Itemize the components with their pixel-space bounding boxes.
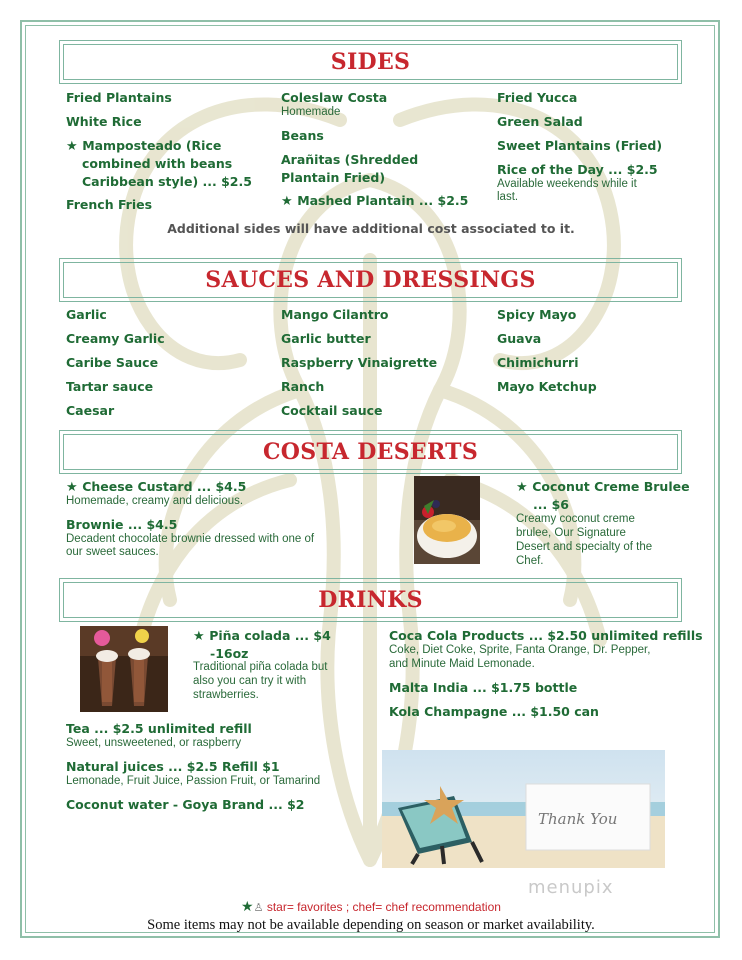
item-description: Lemonade, Fruit Juice, Passion Fruit, or Tamarind [66,775,321,787]
deserts-header [59,430,682,474]
footer-disclaimer: Some items may not be available depending on season or market availability. [147,917,595,933]
menu-item-line: Caribbean style) ... $2.5 [82,174,252,189]
item-description: Homemade [281,106,341,118]
desert-item: ★ Coconut Creme Brulee [516,479,690,495]
drink-item-line: -16oz [210,646,249,661]
star-icon: ★ [193,629,210,644]
sauce-item: Garlic [66,307,107,322]
star-icon: ★ [516,480,533,495]
item-description: Homemade, creamy and delicious. [66,495,244,507]
sauce-item: Ranch [281,379,325,394]
item-description: Coke, Diet Coke, Sprite, Fanta Orange, Dr. Pepper, [389,644,651,656]
menu-item: Fried Yucca [497,90,578,105]
sides-title: SIDES [330,49,411,75]
thank-you-card-text: Thank You [538,810,618,828]
star-icon: ★ [241,898,254,914]
menu-item-line: combined with beans [82,156,233,171]
menu-item: ★ Mamposteado (Rice [66,138,222,154]
item-description: last. [497,191,519,203]
sauce-item: Raspberry Vinaigrette [281,355,438,370]
drink-item: Tea ... $2.5 unlimited refill [66,721,252,736]
star-icon: ★ [281,194,298,209]
item-description: Decadent chocolate brownie dressed with one of [66,533,315,545]
menu-item: Sweet Plantains (Fried) [497,138,663,153]
drinks-title: DRINKS [318,587,423,613]
menu-item: Coleslaw Costa [281,90,388,105]
menupix-watermark: menupix [528,877,614,898]
menu-item-line: Plantain Fried) [281,170,386,185]
drink-item: Coconut water - Goya Brand ... $2 [66,797,305,812]
item-description: and Minute Maid Lemonade. [389,658,535,670]
sauce-item: Spicy Mayo [497,307,577,322]
item-description: Chef. [516,555,544,567]
sauces-header [59,258,682,302]
menu-item: Arañitas (Shredded [281,152,419,167]
sauce-item: Guava [497,331,542,346]
item-description: Creamy coconut creme [516,513,635,525]
item-description: strawberries. [193,689,259,701]
sauce-item: Garlic butter [281,331,371,346]
creme-brulee-photo [414,476,480,564]
drink-item: ★ Piña colada ... $4 [193,628,331,644]
star-icon: ★ [66,139,83,154]
star-icon: ★ [66,480,83,495]
drink-item: Kola Champagne ... $1.50 can [389,704,599,719]
menu-item: Rice of the Day ... $2.5 [497,162,658,177]
menu-item: Green Salad [497,114,583,129]
sauce-item: Mango Cilantro [281,307,389,322]
chef-icon: ♙ [253,902,264,914]
item-description: Traditional piña colada but [193,661,328,673]
item-description: Sweet, unsweetened, or raspberry [66,737,242,749]
sauce-item: Tartar sauce [66,379,154,394]
item-description: also you can try it with [193,675,307,687]
sauce-item: Mayo Ketchup [497,379,597,394]
sauce-item: Cocktail sauce [281,403,383,418]
item-description: Available weekends while it [497,178,637,190]
drinks-header [59,578,682,622]
menu-item: Beans [281,128,324,143]
menu-item: Fried Plantains [66,90,172,105]
menu-item: French Fries [66,197,153,212]
sauce-item: Creamy Garlic [66,331,165,346]
drink-item: Coca Cola Products ... $2.50 unlimited refills [389,628,703,643]
sauce-item: Caribe Sauce [66,355,159,370]
desert-item: ★ Cheese Custard ... $4.5 [66,479,247,495]
deserts-title: COSTA DESERTS [262,439,479,465]
item-description: Desert and specialty of the [516,541,653,553]
drink-item: Natural juices ... $2.5 Refill $1 [66,759,280,774]
sides-note: Additional sides will have additional cost associated to it. [167,221,575,236]
drink-item: Malta India ... $1.75 bottle [389,680,578,695]
legend: ★♙ star= favorites ; chef= chef recommendation [241,898,501,914]
desert-item: Brownie ... $4.5 [66,517,178,532]
desert-item-line: ... $6 [533,497,569,512]
menu-item: White Rice [66,114,142,129]
menu-item: ★ Mashed Plantain ... $2.5 [281,193,469,209]
item-description: brulee, Our Signature [516,527,626,539]
thank-you-beach-image [382,750,665,868]
sauces-title: SAUCES AND DRESSINGS [205,267,536,293]
sides-header [59,40,682,84]
item-description: our sweet sauces. [66,546,159,558]
sauce-item: Chimichurri [497,355,579,370]
pina-colada-photo [80,626,168,712]
sauce-item: Caesar [66,403,115,418]
